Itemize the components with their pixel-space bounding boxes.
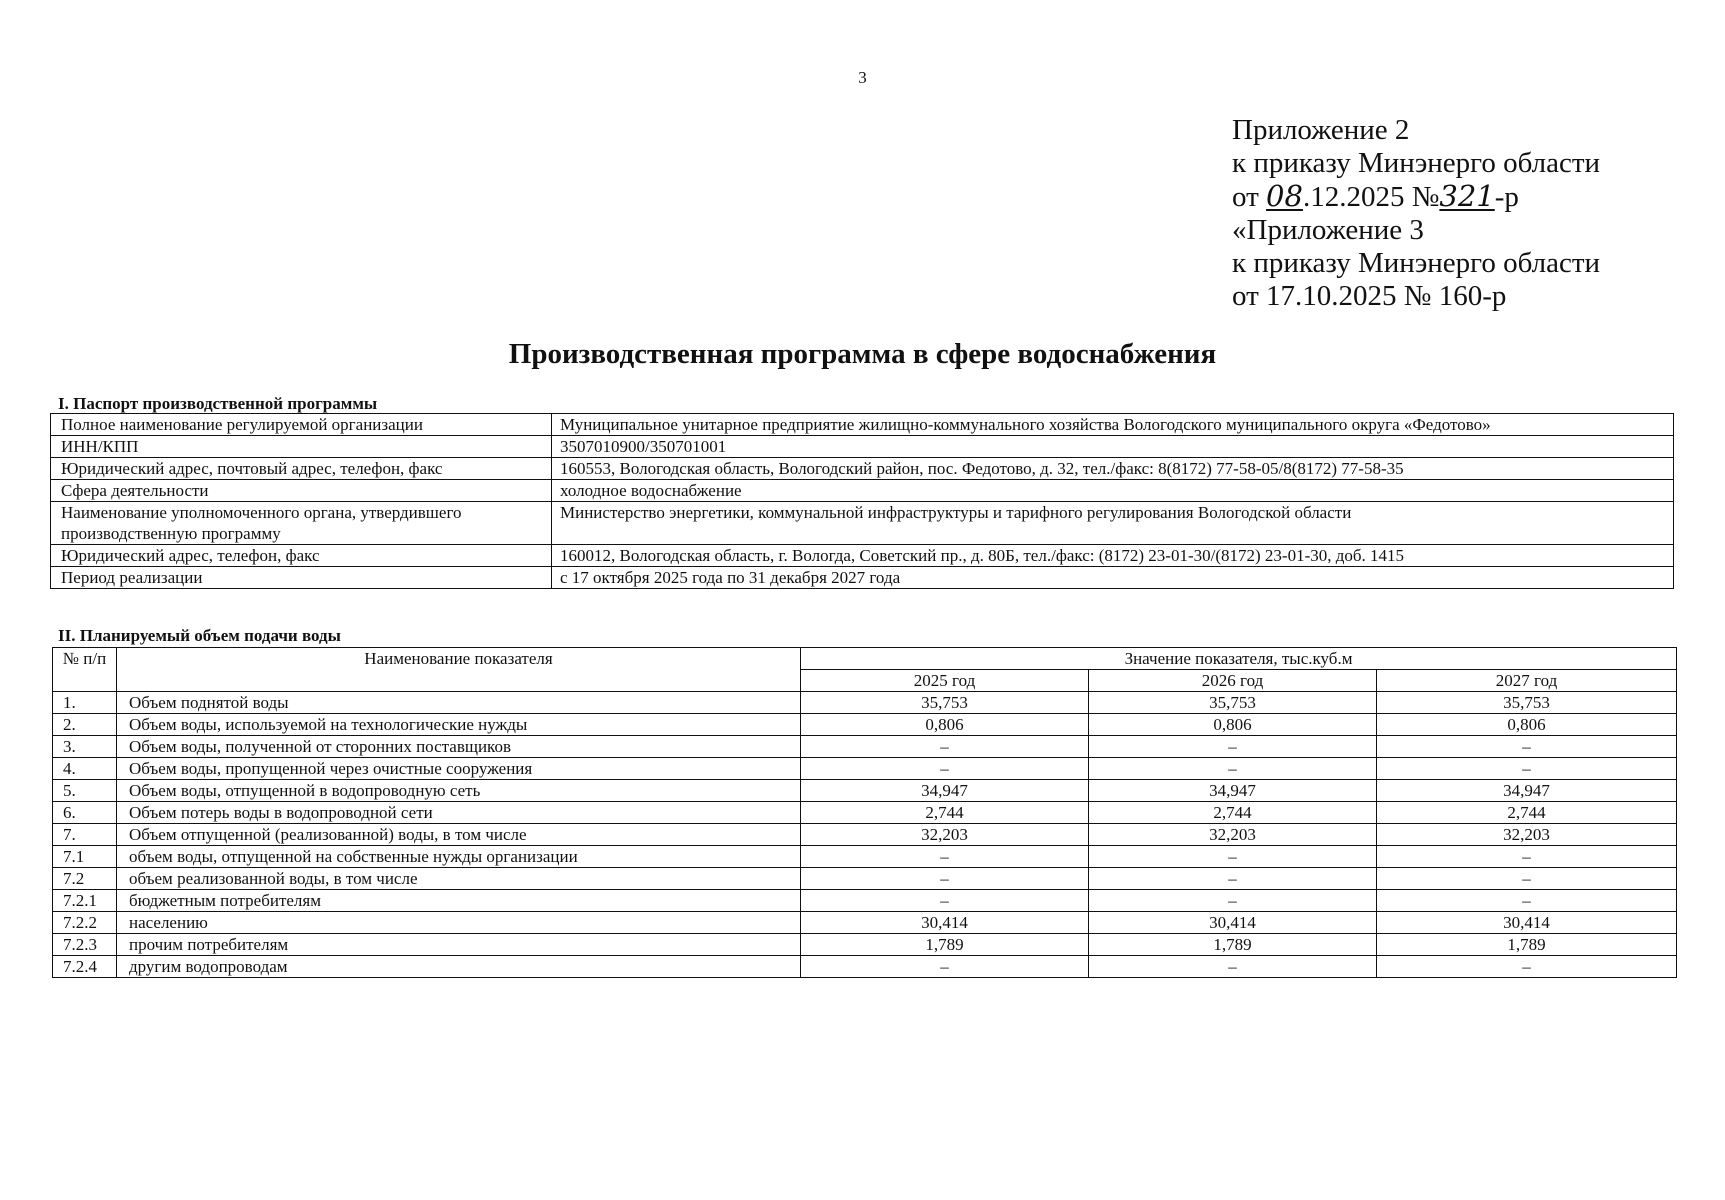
passport-label: Юридический адрес, почтовый адрес, телефон, факс (51, 458, 552, 480)
row-value-2025: 34,947 (801, 780, 1089, 802)
row-indicator-name: Объем воды, полученной от сторонних поставщиков (117, 736, 801, 758)
row-value-2026: – (1089, 758, 1377, 780)
row-value-2026: 34,947 (1089, 780, 1377, 802)
row-number: 7.2.2 (53, 912, 117, 934)
column-header-year: 2025 год (801, 670, 1089, 692)
table-row (51, 480, 1674, 502)
row-indicator-name: Объем воды, отпущенной в водопроводную сеть (117, 780, 801, 802)
table-row (53, 802, 1677, 824)
passport-label: Юридический адрес, телефон, факс (51, 545, 552, 567)
table-row (53, 956, 1677, 978)
column-header-year: 2026 год (1089, 670, 1377, 692)
appendix-line: Приложение 2 (1232, 114, 1410, 146)
row-value-2025: 30,414 (801, 912, 1089, 934)
passport-value: Министерство энергетики, коммунальной инфраструктуры и тарифного регулирования Вологодской области (552, 502, 1674, 545)
column-header-number: № п/п (53, 648, 117, 692)
row-value-2027: 35,753 (1377, 692, 1677, 714)
row-value-2025: 2,744 (801, 802, 1089, 824)
appendix-line: «Приложение 3 (1232, 214, 1424, 246)
table-row (53, 692, 1677, 714)
table-row (53, 714, 1677, 736)
row-value-2026: – (1089, 846, 1377, 868)
row-value-2026: 30,414 (1089, 912, 1377, 934)
row-value-2026: – (1089, 956, 1377, 978)
row-value-2025: – (801, 736, 1089, 758)
table-row (53, 736, 1677, 758)
row-value-2027: 1,789 (1377, 934, 1677, 956)
passport-label: ИНН/КПП (51, 436, 552, 458)
passport-value: 160012, Вологодская область, г. Вологда, Советский пр., д. 80Б, тел./факс: (8172) 23-01-30/(8172) 23-01-30, доб. 1415 (552, 545, 1674, 567)
passport-label: Период реализации (51, 567, 552, 589)
table-header-row (53, 648, 1677, 670)
appendix-line: к приказу Минэнерго области (1232, 247, 1601, 279)
row-indicator-name: Объем поднятой воды (117, 692, 801, 714)
section-title-volume: II. Планируемый объем подачи воды (58, 626, 341, 645)
row-indicator-name: объем воды, отпущенной на собственные нужды организации (117, 846, 801, 868)
row-value-2025: – (801, 846, 1089, 868)
passport-value: Муниципальное унитарное предприятие жилищно-коммунального хозяйства Вологодского муниципального округа «Федотово» (552, 414, 1674, 436)
table-row (53, 934, 1677, 956)
passport-label: Наименование уполномоченного органа, утвердившего производственную программу (51, 502, 552, 545)
row-number: 7.2 (53, 868, 117, 890)
appendix-order-line (1232, 180, 1600, 214)
row-indicator-name: объем реализованной воды, в том числе (117, 868, 801, 890)
order-prefix: от (1232, 181, 1259, 213)
row-value-2025: – (801, 956, 1089, 978)
row-value-2025: 32,203 (801, 824, 1089, 846)
row-value-2027: – (1377, 758, 1677, 780)
table-row (53, 780, 1677, 802)
passport-value: 160553, Вологодская область, Вологодский район, пос. Федотово, д. 32, тел./факс: 8(8172) 77-58-05/8(8172) 77-58-35 (552, 458, 1674, 480)
row-indicator-name: прочим потребителям (117, 934, 801, 956)
row-indicator-name: населению (117, 912, 801, 934)
row-value-2025: – (801, 758, 1089, 780)
row-value-2027: – (1377, 868, 1677, 890)
passport-table (50, 413, 1674, 589)
row-value-2026: 1,789 (1089, 934, 1377, 956)
row-value-2027: 2,744 (1377, 802, 1677, 824)
order-suffix: -р (1494, 181, 1519, 213)
passport-value: 3507010900/350701001 (552, 436, 1674, 458)
row-number: 4. (53, 758, 117, 780)
row-number: 7. (53, 824, 117, 846)
row-number: 7.2.4 (53, 956, 117, 978)
row-value-2027: 0,806 (1377, 714, 1677, 736)
table-row (51, 567, 1674, 589)
row-value-2026: – (1089, 890, 1377, 912)
row-number: 5. (53, 780, 117, 802)
order-date: .12.2025 № (1302, 181, 1440, 213)
table-row (51, 414, 1674, 436)
row-value-2027: 34,947 (1377, 780, 1677, 802)
row-value-2027: 30,414 (1377, 912, 1677, 934)
appendix-header (1232, 114, 1600, 313)
row-indicator-name: Объем воды, используемой на технологические нужды (117, 714, 801, 736)
table-row (53, 846, 1677, 868)
row-value-2025: – (801, 890, 1089, 912)
row-value-2026: – (1089, 868, 1377, 890)
appendix-line: к приказу Минэнерго области (1232, 147, 1601, 179)
row-indicator-name: Объем отпущенной (реализованной) воды, в том числе (117, 824, 801, 846)
row-value-2027: 32,203 (1377, 824, 1677, 846)
row-value-2025: 35,753 (801, 692, 1089, 714)
appendix-line: от 17.10.2025 № 160-р (1232, 280, 1507, 312)
row-number: 6. (53, 802, 117, 824)
column-header-name: Наименование показателя (117, 648, 801, 692)
water-volume-table (52, 647, 1677, 978)
row-number: 2. (53, 714, 117, 736)
section-title-passport: I. Паспорт производственной программы (58, 394, 378, 413)
row-value-2027: – (1377, 846, 1677, 868)
row-value-2026: 32,203 (1089, 824, 1377, 846)
row-value-2027: – (1377, 956, 1677, 978)
row-value-2025: – (801, 868, 1089, 890)
page-number: 3 (858, 68, 867, 87)
column-header-values: Значение показателя, тыс.куб.м (801, 648, 1677, 670)
table-row (51, 502, 1674, 545)
row-value-2025: 0,806 (801, 714, 1089, 736)
row-number: 1. (53, 692, 117, 714)
passport-label: Сфера деятельности (51, 480, 552, 502)
table-row (51, 545, 1674, 567)
row-number: 7.2.3 (53, 934, 117, 956)
passport-value: с 17 октября 2025 года по 31 декабря 2027 года (552, 567, 1674, 589)
passport-label: Полное наименование регулируемой организации (51, 414, 552, 436)
row-number: 7.1 (53, 846, 117, 868)
document-title: Производственная программа в сфере водоснабжения (508, 338, 1217, 370)
column-header-year: 2027 год (1377, 670, 1677, 692)
row-number: 3. (53, 736, 117, 758)
row-value-2027: – (1377, 736, 1677, 758)
row-value-2026: – (1089, 736, 1377, 758)
row-indicator-name: Объем воды, пропущенной через очистные сооружения (117, 758, 801, 780)
row-value-2026: 35,753 (1089, 692, 1377, 714)
row-value-2027: – (1377, 890, 1677, 912)
water-volume-rows (53, 692, 1677, 978)
table-row (51, 436, 1674, 458)
row-value-2026: 2,744 (1089, 802, 1377, 824)
handwritten-number: 321 (1439, 179, 1495, 213)
row-value-2025: 1,789 (801, 934, 1089, 956)
passport-value: холодное водоснабжение (552, 480, 1674, 502)
table-row (53, 912, 1677, 934)
row-indicator-name: бюджетным потребителям (117, 890, 801, 912)
table-row (53, 758, 1677, 780)
row-indicator-name: Объем потерь воды в водопроводной сети (117, 802, 801, 824)
table-row (51, 458, 1674, 480)
table-row (53, 890, 1677, 912)
table-row (53, 868, 1677, 890)
handwritten-day: 08 (1266, 179, 1303, 213)
row-indicator-name: другим водопроводам (117, 956, 801, 978)
table-row (53, 824, 1677, 846)
row-number: 7.2.1 (53, 890, 117, 912)
row-value-2026: 0,806 (1089, 714, 1377, 736)
